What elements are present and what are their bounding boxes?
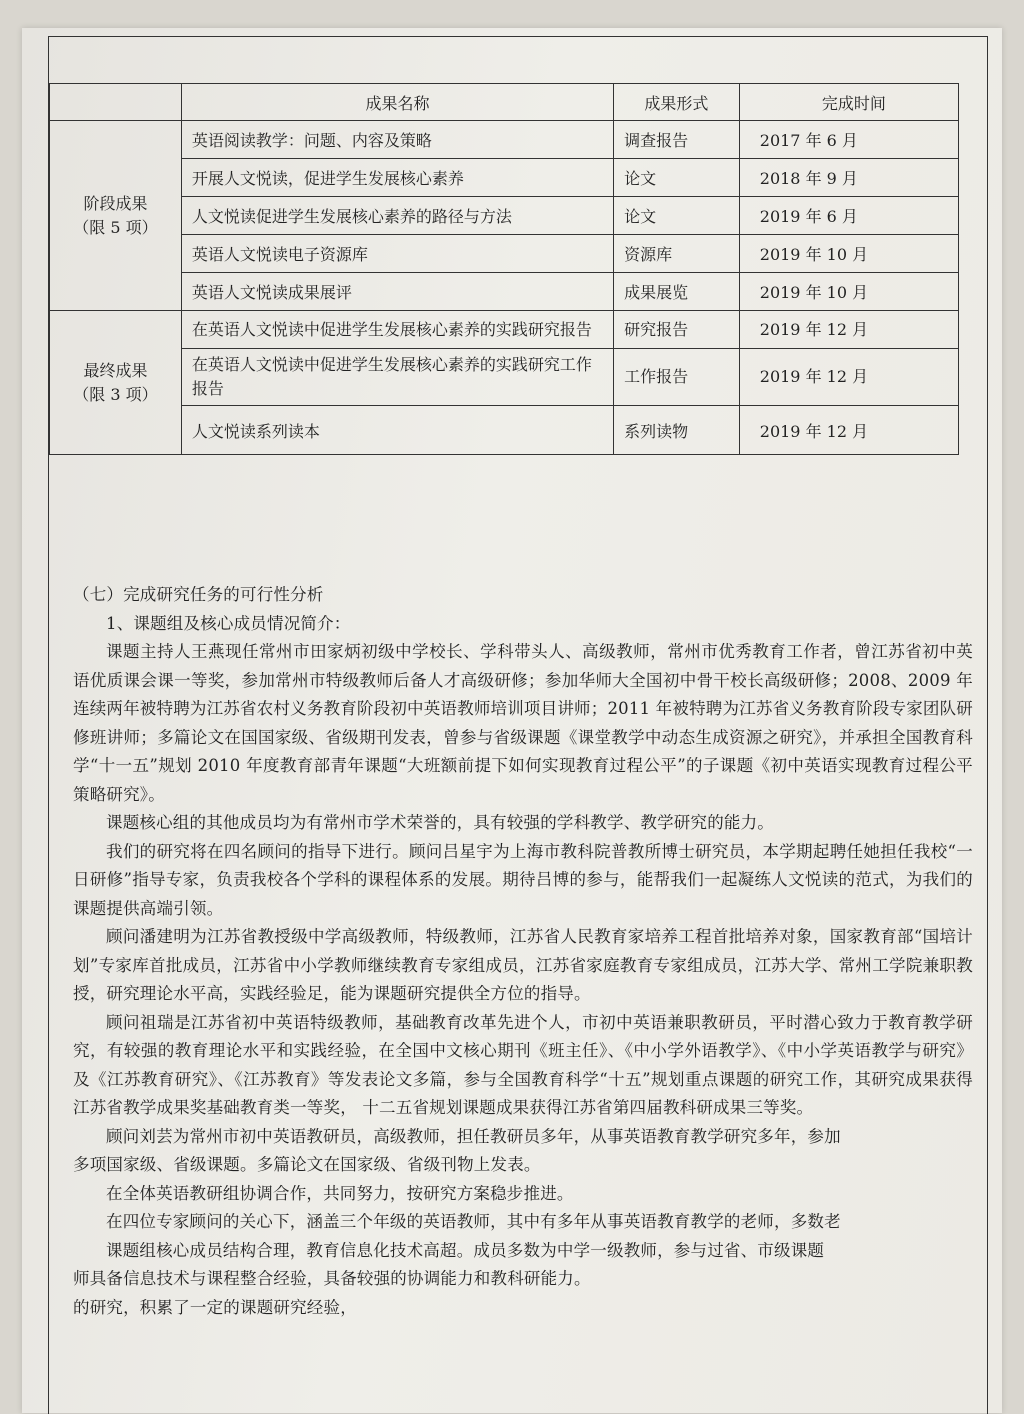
final-results-label (50, 311, 182, 455)
page-frame (48, 36, 988, 1414)
result-name: 英语阅读教学：问题、内容及策略 (181, 121, 613, 159)
stage-label-line1: 阶段成果 (83, 193, 148, 213)
document-sheet (22, 28, 1002, 1413)
overlap-paragraph-2: 课题组核心成员结构合理，教育信息化技术高超。成员多数为中学一级教师，参与过省、市级课题 (106, 1240, 825, 1260)
result-name: 人文悦读系列读本 (181, 406, 613, 455)
table-row (50, 197, 959, 235)
result-time: 2019 年 6 月 (739, 197, 958, 235)
table-row (50, 235, 959, 273)
paragraph-advisor-liu: 顾问刘芸为常州市初中英语教研员，高级教师，担任教研员多年，从事英语教育教学研究多年，参加 (106, 1126, 841, 1146)
result-name: 在英语人文悦读中促进学生发展核心素养的实践研究报告 (181, 311, 613, 349)
result-form: 成果展览 (614, 273, 740, 311)
result-form: 论文 (614, 159, 740, 197)
result-form: 论文 (614, 197, 740, 235)
continuation-line-2: 在全体英语教研组协调合作，共同努力，按研究方案稳步推进。 (106, 1183, 574, 1203)
header-category (50, 84, 182, 121)
closing-line-2: 的研究，积累了一定的课题研究经验， (73, 1297, 357, 1317)
result-name: 英语人文悦读电子资源库 (181, 235, 613, 273)
paragraph-leader: 课题主持人王燕现任常州市田家炳初级中学校长、学科带头人、高级教师，常州市优秀教育工作者，曾江苏省初中英语优质课会课一等奖，参加常州市特级教师后备人才高级研修；参加华师大全国初中骨干校长高级研修；2008、2009 年连续两年被特聘为江苏省农村义务教育阶段初中英语教师培训项目讲师；2011 年被特聘为江苏省义务教育阶段专家团队研修班讲师；多篇论文在国国家级、省级期刊发表，曾参与省级课题《课堂教学中动态生成资源之研究》，并承担全国教育科学“十一五”规划 2010 年度教育部青年课题“大班额前提下如何实现教育过程公平”的子课题《初中英语实现教育过程公平策略研究》。 (73, 642, 973, 804)
result-time: 2017 年 6 月 (739, 121, 958, 159)
result-form: 系列读物 (614, 406, 740, 455)
result-form: 调查报告 (614, 121, 740, 159)
paragraph-advisor-zu: 顾问祖瑞是江苏省初中英语特级教师，基础教育改革先进个人，市初中英语兼职教研员，平时潜心致力于教育教学研究，有较强的教育理论水平和实践经验，在全国中文核心期刊《班主任》、《中小学外语教学》、《中小学英语教学与研究》及《江苏教育研究》、《江苏教育》等发表论文多篇，参与全国教育科学“十五”规划重点课题的研究工作，其研究成果获得江苏省教学成果奖基础教育类一等奖， 十二五省规划课题成果获得江苏省第四届教科研成果三等奖。 (73, 1012, 973, 1117)
header-form: 成果形式 (614, 84, 740, 121)
result-time: 2019 年 10 月 (739, 273, 958, 311)
overlap-paragraph-1: 在四位专家顾问的关心下，涵盖三个年级的英语教师，其中有多年从事英语教育教学的老师，多数老 (106, 1212, 841, 1231)
paragraph-core-members: 课题核心组的其他成员均为有常州市学术荣誉的，具有较强的学科教学、教学研究的能力。 (106, 813, 774, 832)
feasibility-section (73, 581, 973, 1322)
result-time: 2019 年 12 月 (739, 311, 958, 349)
result-form: 资源库 (614, 235, 740, 273)
result-name: 开展人文悦读，促进学生发展核心素养 (181, 159, 613, 197)
final-label-line2: （限 3 项） (73, 384, 158, 404)
paragraph-advisor-lv: 我们的研究将在四名顾问的指导下进行。顾问吕星宇为上海市教科院普教所博士研究员，本学期起聘任她担任我校“一日研修”指导专家，负责我校各个学科的课程体系的发展。期待吕博的参与，能帮我们一起凝练人文悦读的范式，为我们的课题提供高端引领。 (73, 841, 973, 918)
table-row (50, 159, 959, 197)
table-row (50, 406, 959, 455)
result-name: 英语人文悦读成果展评 (181, 273, 613, 311)
section-subtitle: 1、课题组及核心成员情况简介： (106, 613, 351, 633)
results-table (49, 83, 959, 455)
stage-label-line2: （限 5 项） (73, 217, 158, 237)
final-label-line1: 最终成果 (83, 360, 148, 380)
header-name: 成果名称 (181, 84, 613, 121)
result-name: 在英语人文悦读中促进学生发展核心素养的实践研究工作报告 (181, 349, 613, 406)
result-form: 研究报告 (614, 311, 740, 349)
closing-line-1: 师具备信息技术与课程整合经验，具备较强的协调能力和教科研能力。 (73, 1269, 591, 1288)
result-time: 2019 年 12 月 (739, 406, 958, 455)
table-row (50, 273, 959, 311)
result-name: 人文悦读促进学生发展核心素养的路径与方法 (181, 197, 613, 235)
table-row (50, 121, 959, 159)
result-form: 工作报告 (614, 349, 740, 406)
table-header-row (50, 84, 959, 121)
section-title: （七）完成研究任务的可行性分析 (73, 585, 324, 604)
result-time: 2019 年 10 月 (739, 235, 958, 273)
paragraph-advisor-pan: 顾问潘建明为江苏省教授级中学高级教师，特级教师，江苏省人民教育家培养工程首批培养对象，国家教育部“国培计划”专家库首批成员，江苏省中小学教师继续教育专家组成员，江苏省家庭教育专家组成员，江苏大学、常州工学院兼职教授，研究理论水平高，实践经验足，能为课题研究提供全方位的指导。 (73, 927, 973, 1003)
stage-results-label (50, 121, 182, 311)
table-row (50, 311, 959, 349)
result-time: 2018 年 9 月 (739, 159, 958, 197)
continuation-line-1: 多项国家级、省级课题。多篇论文在国家级、省级刊物上发表。 (73, 1155, 541, 1174)
table-row (50, 349, 959, 406)
header-time: 完成时间 (739, 84, 958, 121)
result-time: 2019 年 12 月 (739, 349, 958, 406)
